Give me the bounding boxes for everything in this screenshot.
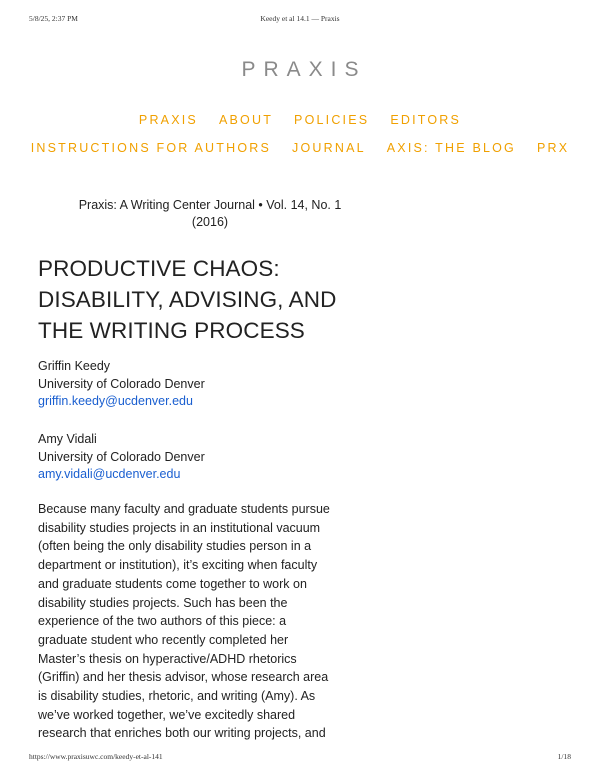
nav-item-editors[interactable]: EDITORS [390,113,462,127]
print-datetime: 5/8/25, 2:37 PM [29,14,78,23]
nav-item-instructions-for-authors[interactable]: INSTRUCTIONS FOR AUTHORS [30,141,272,155]
nav-item-praxis[interactable]: PRAXIS [138,113,198,127]
body-line: department or institution), it’s exciting when faculty [38,558,318,573]
title-line-1: PRODUCTIVE CHAOS: [38,256,280,281]
body-line: (often being the only disability studies person in a [38,539,312,554]
print-url: https://www.praxisuwc.com/keedy-et-al-141 [29,752,163,761]
body-line: disability studies projects in an institutional vacuum [38,520,321,535]
body-line: disability studies projects. Such has been the [38,595,288,610]
nav-item-about[interactable]: ABOUT [218,113,274,127]
nav-item-prx[interactable]: PRX [536,141,570,155]
author-affiliation: University of Colorado Denver [38,376,205,391]
author-name: Griffin Keedy [38,359,111,373]
citation-line-2: (2016) [191,215,229,229]
site-logo[interactable]: PRAXIS [241,58,367,81]
author-block [38,358,205,411]
main-nav-row-2 [0,141,600,155]
author-email-link[interactable]: griffin.keedy@ucdenver.edu [38,394,193,408]
body-line: (Griffin) and her thesis advisor, whose research area [38,670,329,685]
author-email-link[interactable]: amy.vidali@ucdenver.edu [38,467,181,481]
article-body-paragraph [38,500,368,743]
author-name: Amy Vidali [38,432,97,446]
main-nav-row-1 [0,113,600,127]
title-line-2: DISABILITY, ADVISING, AND [38,287,337,312]
body-line: and graduate students come together to work on [38,576,307,591]
body-line: Master’s thesis on hyperactive/ADHD rhetorics [38,651,297,666]
nav-item-journal[interactable]: JOURNAL [292,141,366,155]
journal-citation [40,197,380,231]
article-title [38,253,378,346]
citation-line-1: Praxis: A Writing Center Journal • Vol. 14, No. 1 [78,198,342,212]
nav-item-axis-the-blog[interactable]: AXIS: THE BLOG [386,141,516,155]
nav-item-policies[interactable]: POLICIES [294,113,370,127]
author-block [38,431,205,484]
body-line: Because many faculty and graduate students pursue [38,502,330,516]
title-line-3: THE WRITING PROCESS [38,318,305,343]
print-doc-title: Keedy et al 14.1 — Praxis [260,14,340,23]
body-line: research that enriches both our writing projects, and [38,726,326,741]
body-line: is disability studies, rhetoric, and writing (Amy). As [38,689,316,704]
body-line: we’ve worked together, we’ve excitedly shared [38,707,296,722]
author-affiliation: University of Colorado Denver [38,449,205,464]
body-line: experience of the two authors of this piece: a [38,614,287,629]
print-page-number: 1/18 [557,752,571,761]
body-line: graduate student who recently completed her [38,632,289,647]
